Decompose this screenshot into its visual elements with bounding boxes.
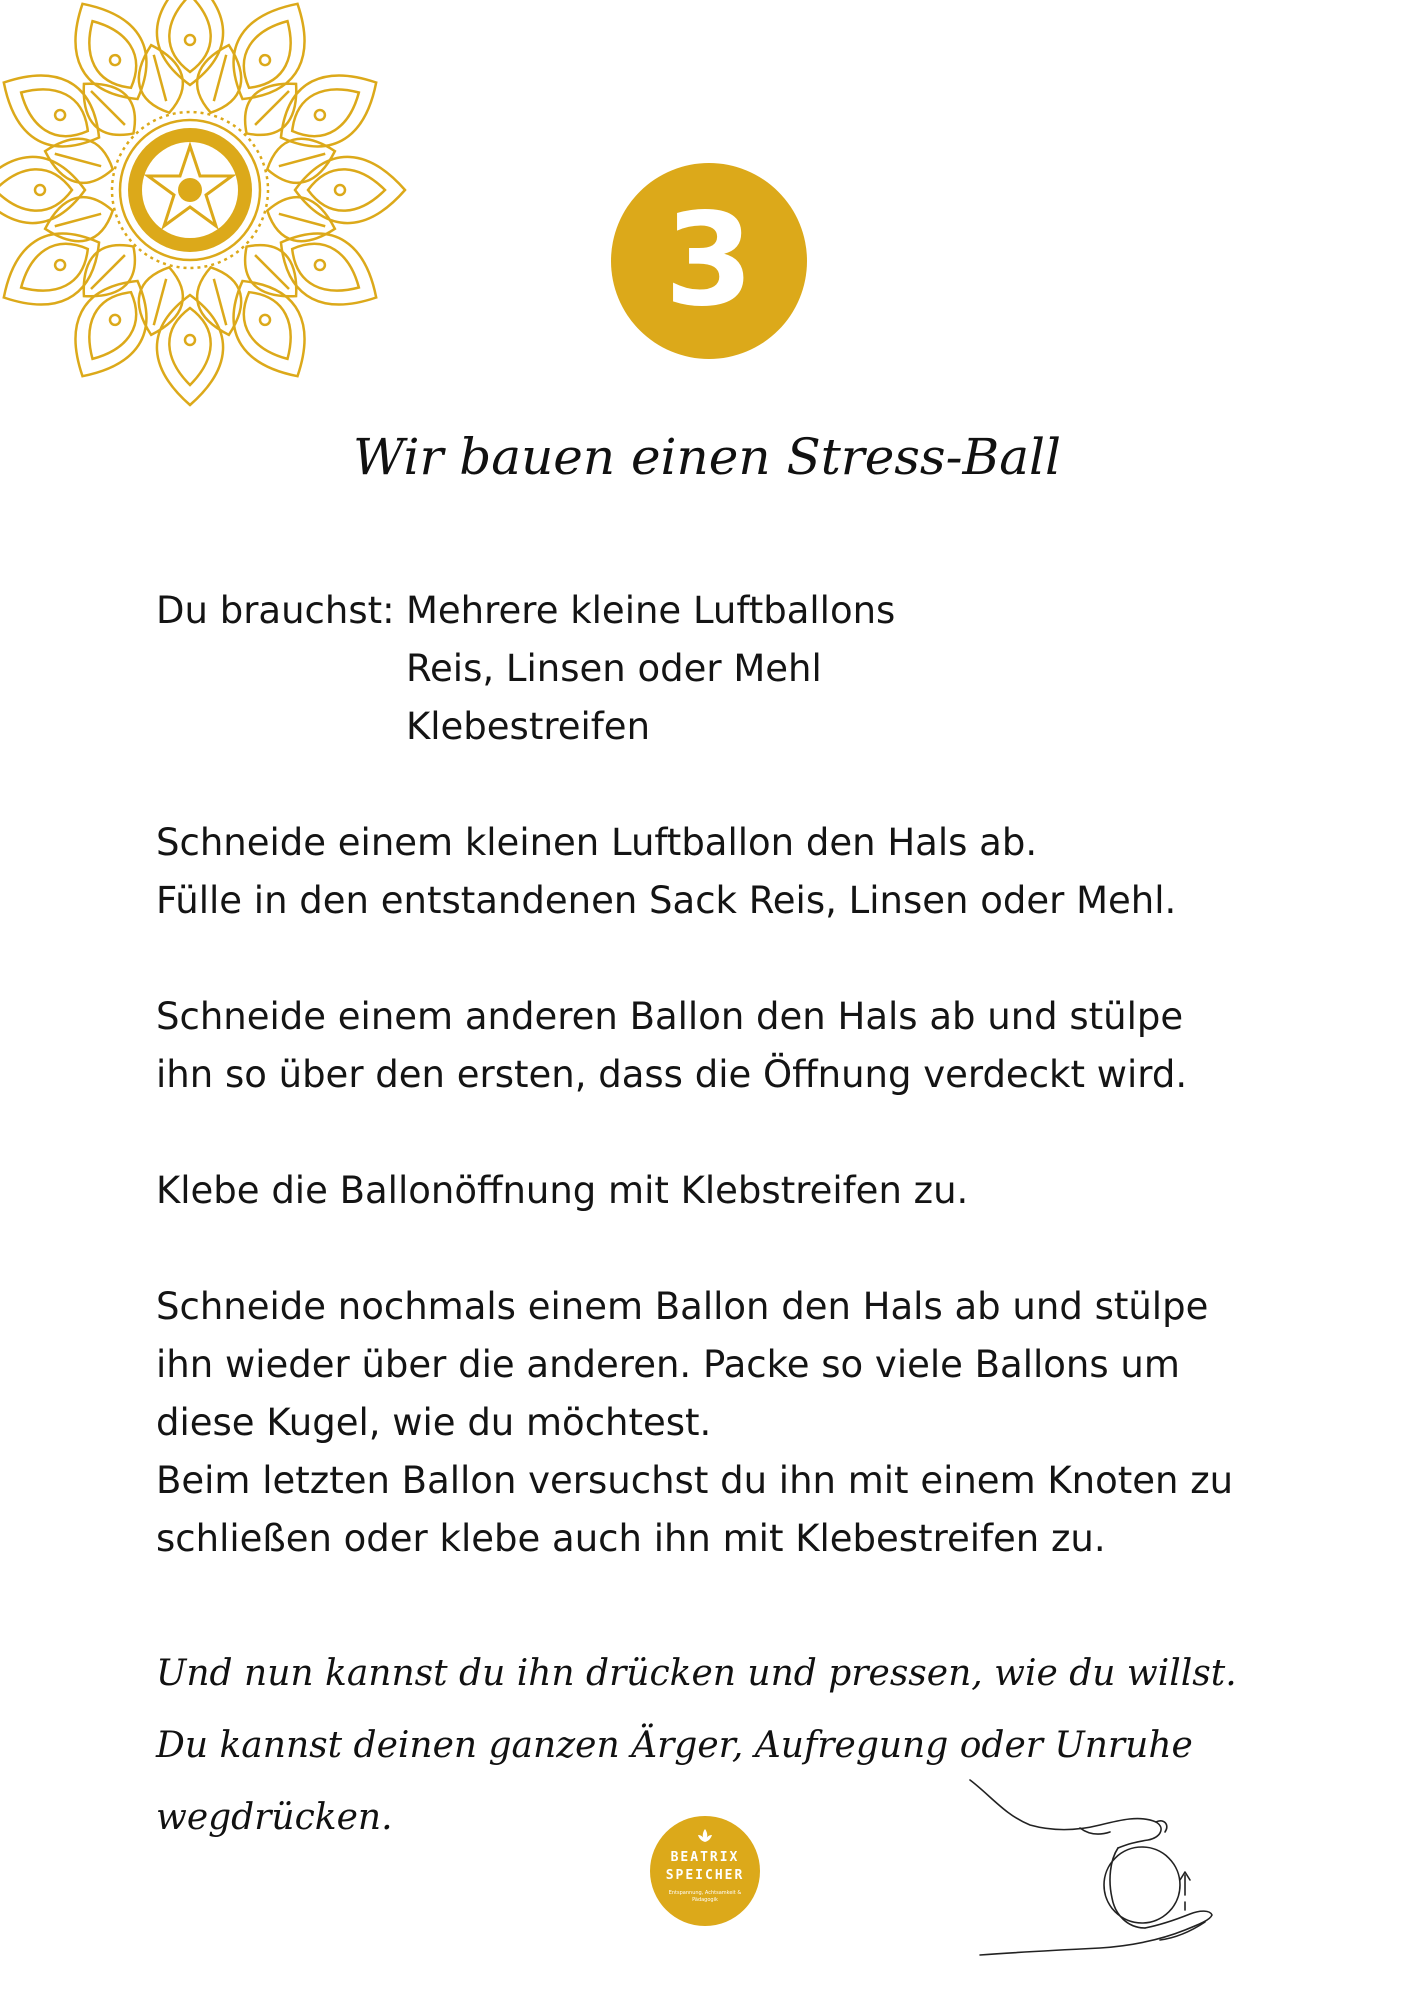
step-paragraph (156, 814, 1296, 930)
step-paragraph (156, 988, 1296, 1104)
step-line: Schneide einem kleinen Luftballon den Hals ab. (156, 821, 1038, 864)
step-line: Beim letzten Ballon versuchst du ihn mit einem Knoten zu (156, 1459, 1234, 1502)
closing-line: wegdrücken. (156, 1797, 393, 1838)
step-line: Fülle in den entstandenen Sack Reis, Linsen oder Mehl. (156, 879, 1177, 922)
step-paragraph (156, 1278, 1296, 1568)
materials-list (406, 582, 895, 756)
instructions (156, 582, 1296, 1568)
materials-label: Du brauchst: (156, 589, 395, 632)
hand-squeezing-ball-illustration (960, 1770, 1230, 1970)
material-item: Mehrere kleine Luftballons (406, 589, 896, 632)
step-paragraph (156, 1162, 1296, 1220)
logo-line-2: SPEICHER (665, 1868, 745, 1883)
step-number: 3 (664, 186, 754, 335)
logo-line-1: BEATRIX (670, 1850, 740, 1865)
closing-line: Du kannst deinen ganzen Ärger, Aufregung oder Unruhe (156, 1725, 1193, 1766)
step-line: diese Kugel, wie du möchtest. (156, 1401, 712, 1444)
step-line: Klebe die Ballonöffnung mit Klebstreifen zu. (156, 1169, 969, 1212)
logo-tagline: Entspannung, Achtsamkeit & Pädagogik (668, 1890, 742, 1903)
step-line: Schneide nochmals einem Ballon den Hals ab und stülpe (156, 1285, 1209, 1328)
materials-block (156, 582, 1296, 756)
step-line: ihn wieder über die anderen. Packe so viele Ballons um (156, 1343, 1180, 1386)
page-title: Wir bauen einen Stress-Ball (352, 428, 1062, 486)
material-item: Klebestreifen (406, 705, 651, 748)
closing-line: Und nun kannst du ihn drücken und pressen, wie du willst. (156, 1653, 1237, 1694)
lotus-icon (697, 1828, 713, 1844)
step-number-badge (611, 163, 807, 359)
mandala-ornament (0, 0, 420, 420)
material-item: Reis, Linsen oder Mehl (406, 647, 822, 690)
step-line: schließen oder klebe auch ihn mit Klebestreifen zu. (156, 1517, 1106, 1560)
step-line: Schneide einem anderen Ballon den Hals ab und stülpe (156, 995, 1184, 1038)
brand-logo (650, 1816, 760, 1926)
step-line: ihn so über den ersten, dass die Öffnung verdeckt wird. (156, 1053, 1188, 1096)
